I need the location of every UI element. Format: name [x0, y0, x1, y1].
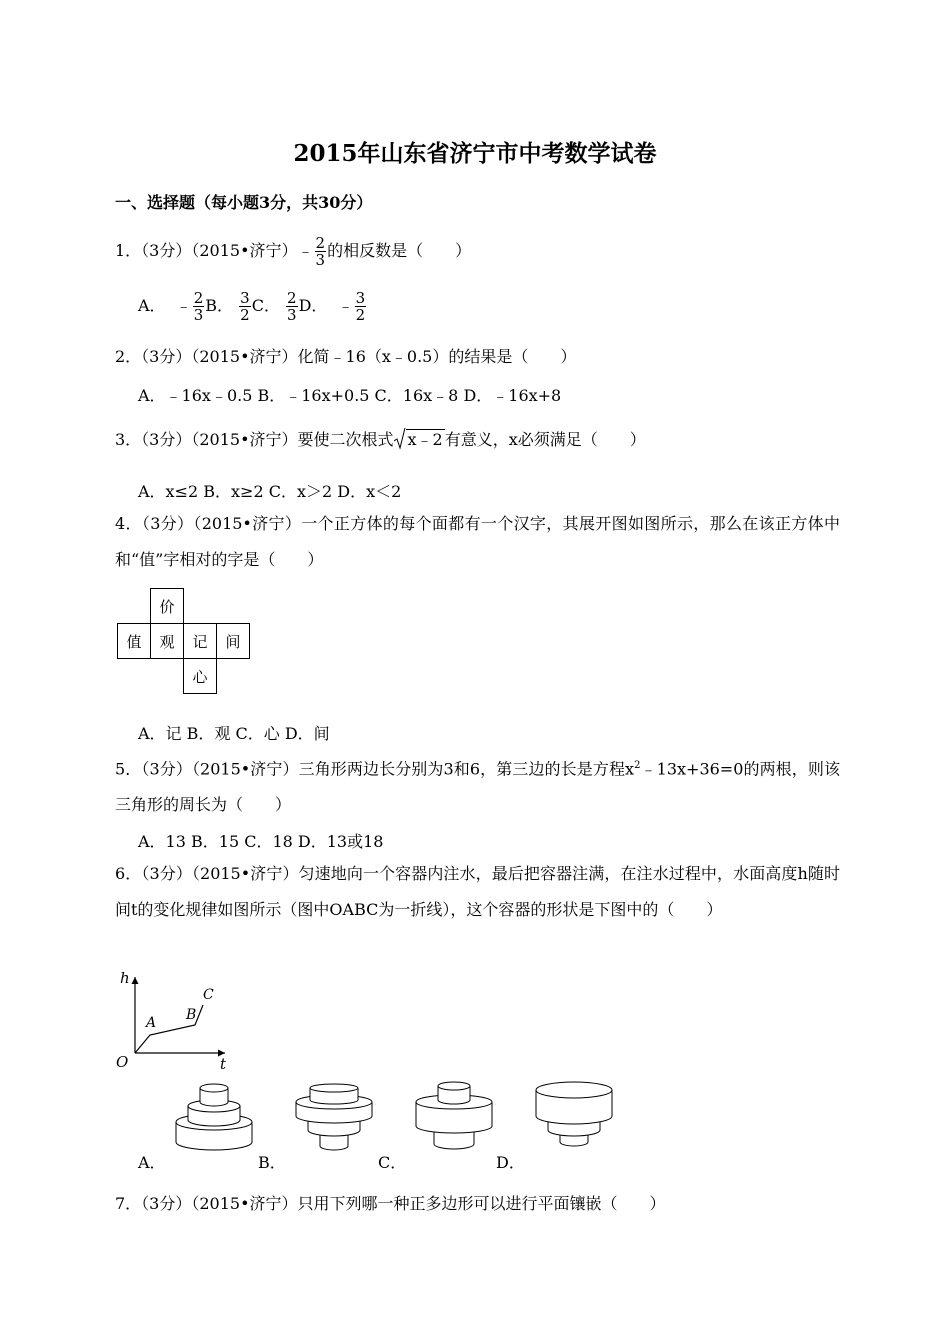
question-3: 3．（3分）（2015•济宁）要使二次根式 x﹣2 有意义，x必须满足（ ）	[115, 430, 646, 449]
container-c-icon[interactable]	[410, 1078, 502, 1158]
point-b-label: B	[186, 1007, 197, 1023]
q1-option-b[interactable]: $\frac{3}{2}$	[240, 289, 250, 324]
q1-fraction: $\frac{2}{3}$	[315, 234, 326, 269]
q6-option-d[interactable]: D．	[496, 1153, 525, 1172]
q1-options: A． ﹣ $\frac{2}{3}$ B． $\frac{3}{2}$ C． $\frac{2}{3}$ D． ﹣ $\frac{3}{2}$	[138, 289, 366, 324]
question-4: 4．（3分）（2015•济宁）一个正方体的每个面都有一个汉字，其展开图如图所示，那么在该正方体中和“值”字相对的字是（ ）	[115, 514, 840, 569]
page-title: 2015年山东省济宁市中考数学试卷	[293, 140, 657, 167]
container-a-icon[interactable]	[170, 1080, 262, 1160]
q4-options[interactable]: A．记 B．观 C．心 D．间	[138, 724, 330, 743]
net-cell: 记	[184, 624, 217, 659]
origin-label: O	[116, 1053, 129, 1071]
q1-option-c[interactable]: $\frac{2}{3}$	[287, 289, 297, 324]
cube-net	[117, 588, 250, 694]
point-c-label: C	[203, 987, 214, 1003]
q1-stem-a: 1．（3分）（2015•济宁）﹣	[115, 241, 314, 260]
net-cell-bottom: 心	[184, 659, 217, 694]
q1-stem-b: 的相反数是（ ）	[327, 241, 472, 260]
h-label: h	[120, 969, 130, 987]
sqrt-radical: x﹣2	[394, 430, 445, 450]
section-heading: 一、选择题（每小题3分，共30分）	[115, 193, 373, 212]
water-height-graph	[110, 965, 240, 1075]
container-b-icon[interactable]	[290, 1080, 382, 1160]
net-cell: 间	[217, 624, 250, 659]
question-7: 7．（3分）（2015•济宁）只用下列哪一种正多边形可以进行平面镶嵌（ ）	[115, 1194, 666, 1213]
q5-options[interactable]: A．13 B．15 C．18 D．13或18	[138, 832, 384, 851]
q1-option-d[interactable]: $\frac{3}{2}$	[355, 289, 366, 324]
question-5: 5．（3分）（2015•济宁）三角形两边长分别为3和6，第三边的长是方程$x^2﹣13x+36=0$的两根，则该三角形的周长为（ ）	[115, 759, 840, 815]
q6-option-b[interactable]: B．	[258, 1153, 286, 1172]
q6-option-c[interactable]: C．	[378, 1153, 407, 1172]
t-label: t	[220, 1055, 227, 1073]
q2-options[interactable]: A．﹣16x﹣0.5 B．﹣16x+0.5 C．16x﹣8 D．﹣16x+8	[138, 386, 562, 405]
net-cell: 值	[118, 624, 151, 659]
container-d-icon[interactable]	[530, 1078, 622, 1158]
net-cell-top: 价	[151, 589, 184, 624]
point-a-label: A	[146, 1015, 157, 1031]
question-6: 6．（3分）（2015•济宁）匀速地向一个容器内注水，最后把容器注满，在注水过程中，水面高度h随时间t的变化规律如图所示（图中OABC为一折线），这个容器的形状是下图中的（ ）	[115, 864, 840, 919]
q6-option-a[interactable]: A．	[138, 1153, 166, 1172]
q3-options[interactable]: A．x≤2 B．x≥2 C．x＞2 D．x＜2	[138, 482, 402, 501]
net-cell: 观	[151, 624, 184, 659]
question-2: 2．（3分）（2015•济宁）化简﹣16（x﹣0.5）的结果是（ ）	[115, 347, 577, 366]
question-1	[115, 235, 471, 268]
q1-option-a[interactable]: $\frac{2}{3}$	[193, 289, 204, 324]
